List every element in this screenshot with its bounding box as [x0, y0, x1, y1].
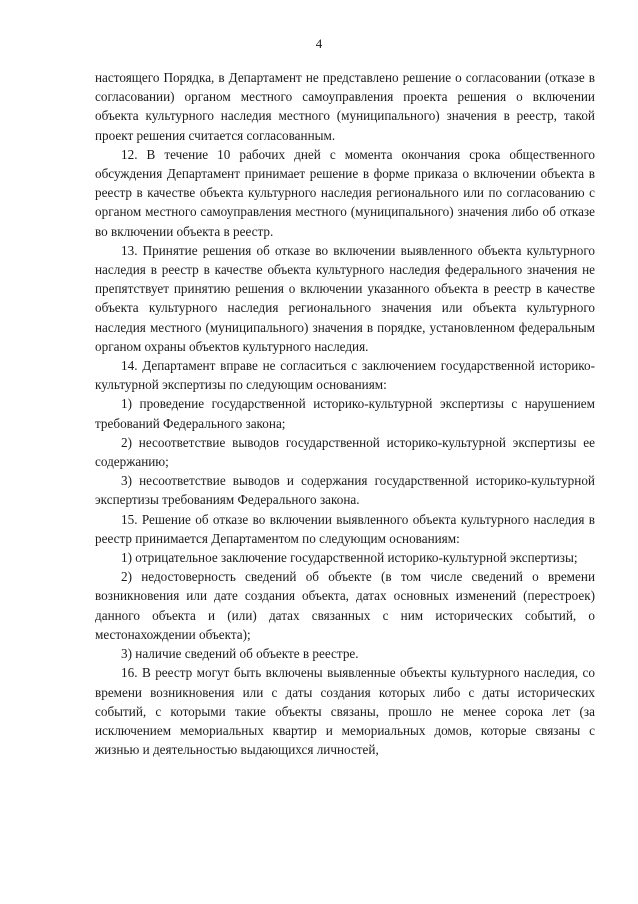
paragraph-14: 14. Департамент вправе не согласиться с заключением государственной историко-культурной экспертизы по следующим основаниям:	[95, 358, 595, 393]
list-item-15-1: 1) отрицательное заключение государственной историко-культурной экспертизы;	[121, 550, 578, 566]
page-number: 4	[315, 36, 323, 51]
paragraph-13: 13. Принятие решения об отказе во включении выявленного объекта культурного наследия в реестр в качестве объекта культурного наследия федерального значения не препятствует принятию решения о включении указанного объекта в реестр в качестве объекта культурного наследия регионального значения или объекта культурного наследия местного (муниципального) значения в порядке, установленном федеральным органом охраны объектов культурного наследия.	[95, 242, 595, 354]
list-item-15-3: 3) наличие сведений об объекте в реестре.	[121, 646, 359, 662]
paragraph-15: 15. Решение об отказе во включении выявленного объекта культурного наследия в реестр принимается Департаментом по следующим основаниям:	[95, 511, 595, 546]
list-item-14-3: 3) несоответствие выводов и содержания государственной историко-культурной экспертизы требованиям Федерального закона.	[95, 473, 595, 508]
list-item-15-2: 2) недостоверность сведений об объекте (в том числе сведений о времени возникновения или дате создания объекта, датах основных изменений (перестроек) данного объекта и (или) датах связанных с ним исторических событий, о местонахождении объекта);	[95, 569, 595, 642]
document-body	[95, 68, 595, 759]
list-item-14-1: 1) проведение государственной историко-культурной экспертизы с нарушением требований Федерального закона;	[95, 396, 595, 431]
paragraph-12: 12. В течение 10 рабочих дней с момента окончания срока общественного обсуждения Департамент принимает решение в форме приказа о включении объекта в реестр в качестве объекта культурного наследия регионального или по согласованию с органом местного самоуправления местного (муниципального) значения либо об отказе во включении объекта в реестр.	[95, 146, 595, 239]
paragraph-continuation: настоящего Порядка, в Департамент не представлено решение о согласовании (отказе в согласовании) органом местного самоуправления проекта решения о включении объекта культурного наследия местного (муниципального) значения в реестр, такой проект решения считается согласованным.	[95, 70, 595, 143]
list-item-14-2: 2) несоответствие выводов государственной историко-культурной экспертизы ее содержанию;	[95, 434, 595, 470]
paragraph-16: 16. В реестр могут быть включены выявленные объекты культурного наследия, со времени возникновения или с даты создания которых либо с даты исторических событий, с которыми такие объекты связаны, прошло не менее сорока лет (за исключением мемориальных квартир и мемориальных домов, которые связаны с жизнью и деятельностью выдающихся личностей,	[95, 665, 595, 758]
